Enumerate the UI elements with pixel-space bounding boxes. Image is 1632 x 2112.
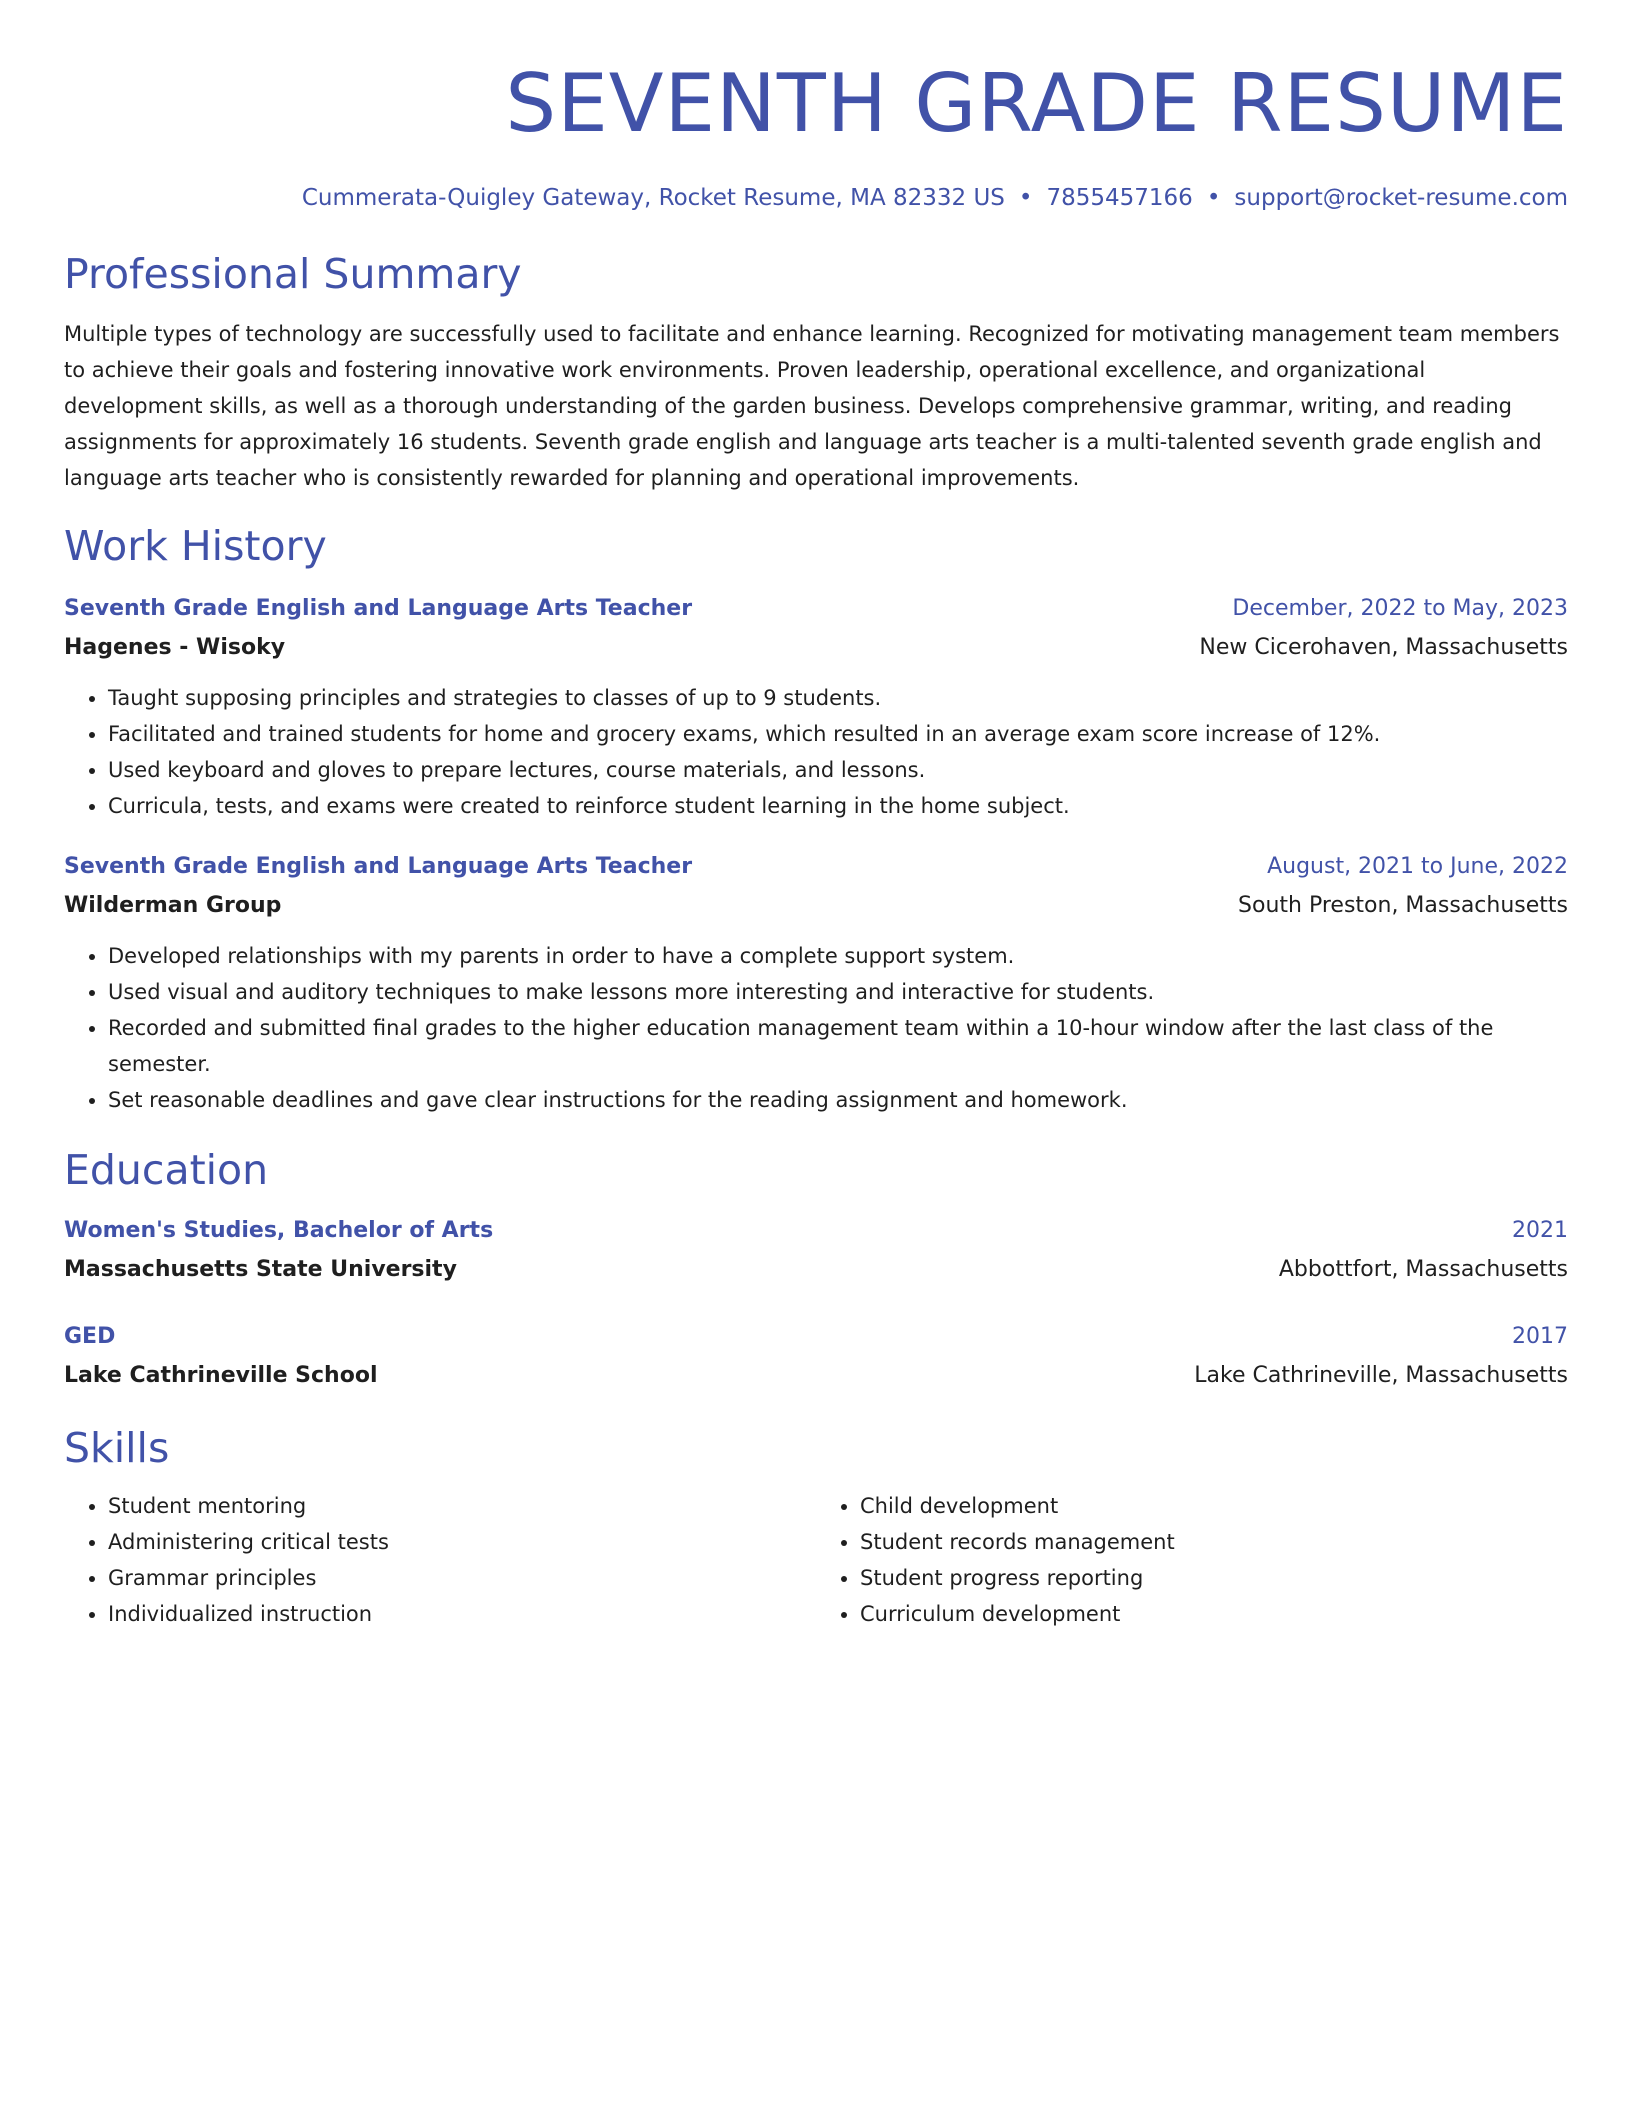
job-company-row: [64, 628, 1568, 668]
job-title: Seventh Grade English and Language Arts Teacher: [64, 596, 693, 621]
skill-item: • Individualized instruction: [108, 1596, 816, 1632]
job-title: Seventh Grade English and Language Arts Teacher: [64, 854, 693, 879]
education-location: Lake Cathrineville, Massachusetts: [1194, 1363, 1568, 1388]
summary-section: [64, 246, 1568, 496]
summary-text: Multiple types of technology are successfully used to facilitate and enhance learning. Recognized for motivating management team members to achieve their goals and fostering innovative work environments. Proven leadership, operational excellence, and organizational development skills, as well as a thorough understanding of the garden business. Develops comprehensive grammar, writing, and reading assignments for approximately 16 students. Seventh grade english and language arts teacher is a multi-talented seventh grade english and language arts teacher who is consistently rewarded for planning and operational improvements.: [64, 322, 1560, 490]
job-dates: December, 2022 to May, 2023: [1232, 596, 1568, 621]
job-bullet: • Curricula, tests, and exams were created to reinforce student learning in the home subject.: [108, 788, 1568, 824]
contact-address: Cummerata-Quigley Gateway, Rocket Resume, MA 82332 US: [301, 185, 1005, 211]
education-header-row: [64, 1212, 1568, 1250]
job-company: Hagenes - Wisoky: [64, 635, 286, 660]
contact-phone: 7855457166: [1046, 185, 1193, 211]
job-entry: [64, 590, 1568, 824]
job-bullet: • Recorded and submitted final grades to the higher education management team within a 10-hour window after the last class of the semester.: [108, 1010, 1568, 1082]
contact-line: [64, 182, 1568, 214]
job-bullet: • Facilitated and trained students for home and grocery exams, which resulted in an average exam score increase of 12%.: [108, 716, 1568, 752]
skills-column-right: [816, 1488, 1568, 1632]
work-history-heading: Work History: [64, 522, 327, 570]
skills-column-left: [64, 1488, 816, 1632]
job-entry: [64, 848, 1568, 1118]
contact-separator: •: [1018, 185, 1033, 211]
job-location: New Cicerohaven, Massachusetts: [1199, 635, 1568, 660]
skill-item: • Administering critical tests: [108, 1524, 816, 1560]
job-bullets: [64, 938, 1568, 1118]
education-degree: GED: [64, 1324, 116, 1349]
education-year: 2021: [1512, 1218, 1568, 1243]
education-school-row: [64, 1250, 1568, 1290]
job-bullet: • Set reasonable deadlines and gave clear instructions for the reading assignment and homework.: [108, 1082, 1568, 1118]
skill-item: • Student mentoring: [108, 1488, 816, 1524]
skills-list: [64, 1488, 816, 1632]
skill-item: • Student records management: [860, 1524, 1568, 1560]
education-entry: [64, 1212, 1568, 1290]
job-header-row: [64, 848, 1568, 886]
skill-item: • Grammar principles: [108, 1560, 816, 1596]
resume-title: SEVENTH GRADE RESUME: [505, 57, 1568, 150]
job-bullet: • Developed relationships with my parents in order to have a complete support system.: [108, 938, 1568, 974]
job-bullets: [64, 680, 1568, 824]
skill-item: • Child development: [860, 1488, 1568, 1524]
education-entry: [64, 1318, 1568, 1396]
skills-section: [64, 1420, 1568, 1632]
job-bullet: • Used keyboard and gloves to prepare lectures, course materials, and lessons.: [108, 752, 1568, 788]
education-degree: Women's Studies, Bachelor of Arts: [64, 1218, 494, 1243]
job-bullet: • Used visual and auditory techniques to make lessons more interesting and interactive for students.: [108, 974, 1568, 1010]
education-location: Abbottfort, Massachusetts: [1278, 1257, 1568, 1282]
job-company: Wilderman Group: [64, 893, 282, 918]
education-header-row: [64, 1318, 1568, 1356]
skills-heading: Skills: [64, 1424, 170, 1472]
education-section: [64, 1142, 1568, 1396]
skill-item: • Student progress reporting: [860, 1560, 1568, 1596]
education-school-row: [64, 1356, 1568, 1396]
education-heading: Education: [64, 1146, 269, 1194]
work-history-section: [64, 518, 1568, 1118]
job-company-row: [64, 886, 1568, 926]
job-bullet: • Taught supposing principles and strategies to classes of up to 9 students.: [108, 680, 1568, 716]
skills-list: [816, 1488, 1568, 1632]
contact-email[interactable]: support@rocket-resume.com: [1234, 185, 1568, 211]
education-school: Lake Cathrineville School: [64, 1363, 378, 1388]
job-header-row: [64, 590, 1568, 628]
education-school: Massachusetts State University: [64, 1257, 457, 1282]
education-year: 2017: [1512, 1324, 1568, 1349]
summary-heading: Professional Summary: [64, 250, 522, 298]
skills-grid: [64, 1488, 1568, 1632]
contact-separator: •: [1206, 185, 1221, 211]
job-dates: August, 2021 to June, 2022: [1267, 854, 1568, 879]
job-location: South Preston, Massachusetts: [1238, 893, 1568, 918]
skill-item: • Curriculum development: [860, 1596, 1568, 1632]
